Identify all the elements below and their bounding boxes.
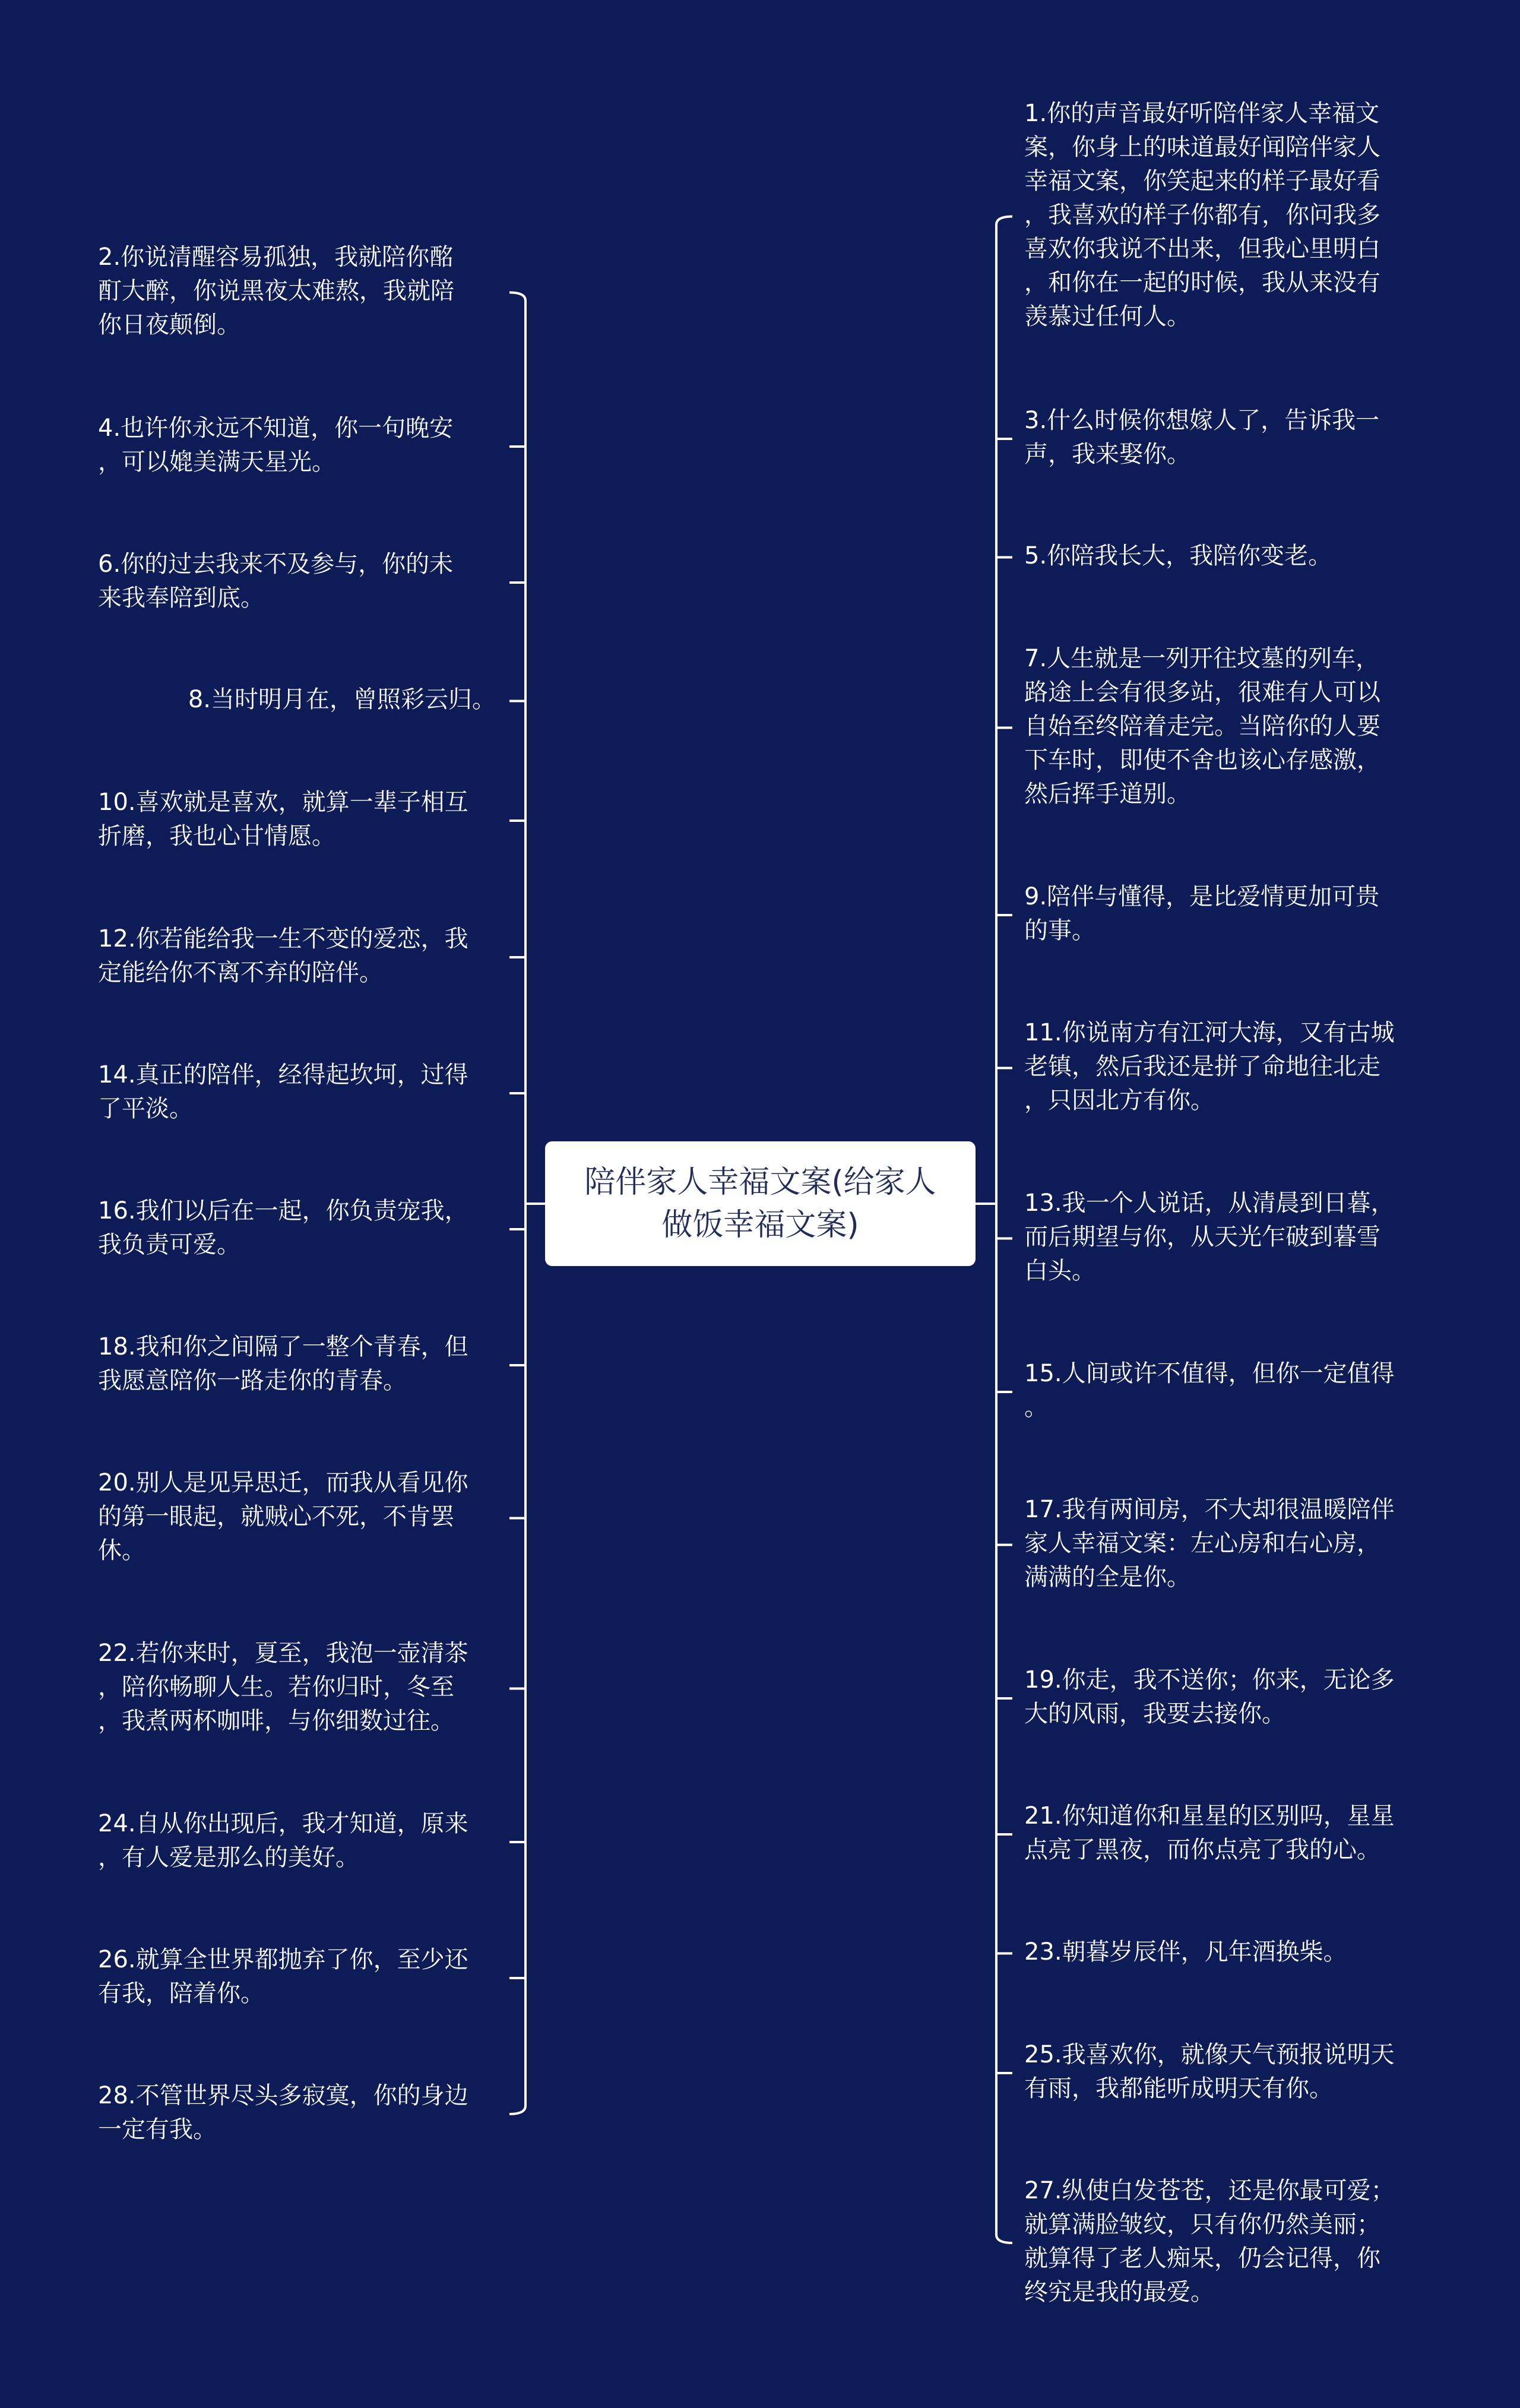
central-topic[interactable] (545, 1141, 976, 1266)
right-topic-10[interactable]: 21.你知道你和星星的区别吗，星星 点亮了黑夜，而你点亮了我的心。 (1024, 1802, 1395, 1863)
right-topic-13[interactable]: 27.纵使白发苍苍，还是你最可爱； 就算满脸皱纹，只有你仍然美丽； 就算得了老人痴呆，仍会记得，你 终究是我的最爱。 (1024, 2177, 1395, 2306)
left-topic-10[interactable]: 22.若你来时，夏至，我泡一壶清茶 ，陪你畅聊人生。若你归时，冬至 ，我煮两杯咖啡，与你细数过往。 (98, 1640, 468, 1735)
left-topic-11[interactable]: 24.自从你出现后，我才知道，原来 ，有人爱是那么的美好。 (98, 1810, 468, 1871)
left-topic-2[interactable]: 6.你的过去我来不及参与，你的未 来我奉陪到底。 (98, 550, 454, 612)
left-topic-7[interactable]: 16.我们以后在一起，你负责宠我， 我负责可爱。 (98, 1197, 468, 1258)
right-topic-5[interactable]: 11.你说南方有江河大海，又有古城 老镇，然后我还是拼了命地往北走 ，只因北方有你。 (1024, 1019, 1395, 1114)
left-topic-6[interactable]: 14.真正的陪伴，经得起坎坷，过得 了平淡。 (98, 1061, 468, 1122)
right-connector-13 (996, 2235, 1012, 2243)
left-topic-12[interactable]: 26.就算全世界都抛弃了你，至少还 有我，陪着你。 (98, 1946, 468, 2007)
right-topic-11[interactable]: 23.朝暮岁辰伴，凡年酒换柴。 (1024, 1938, 1347, 1966)
central-topic-label: 陪伴家人幸福文案(给家人 做饭幸福文案) (584, 1165, 936, 1243)
right-topic-2[interactable]: 5.你陪我长大，我陪你变老。 (1024, 542, 1332, 569)
left-topic-5[interactable]: 12.你若能给我一生不变的爱恋，我 定能给你不离不弃的陪伴。 (98, 925, 468, 986)
left-connector-13 (509, 2106, 525, 2114)
left-topic-9[interactable]: 20.别人是见异思迁，而我从看见你 的第一眼起，就贼心不死，不肯罢 休。 (98, 1469, 468, 1564)
right-topic-8[interactable]: 17.我有两间房，不大却很温暖陪伴 家人幸福文案：左心房和右心房， 满满的全是你。 (1024, 1496, 1395, 1591)
left-connector-0 (509, 293, 525, 301)
left-topic-1[interactable]: 4.也许你永远不知道，你一句晚安 ，可以媲美满天星光。 (98, 414, 454, 476)
right-topic-12[interactable]: 25.我喜欢你，就像天气预报说明天 有雨，我都能听成明天有你。 (1024, 2041, 1395, 2102)
left-topic-0[interactable]: 2.你说清醒容易孤独，我就陪你酩 酊大醉，你说黑夜太难熬，我就陪 你日夜颠倒。 (98, 243, 454, 338)
right-topic-6[interactable]: 13.我一个人说话，从清晨到日暮， 而后期望与你，从天光乍破到暮雪 白头。 (1024, 1189, 1395, 1284)
left-topic-8[interactable]: 18.我和你之间隔了一整个青春，但 我愿意陪你一路走你的青春。 (98, 1333, 468, 1394)
right-topic-3[interactable]: 7.人生就是一列开往坟墓的列车， 路途上会有很多站，很难有人可以 自始至终陪着走完。当陪你的人要 下车时，即使不舍也该心存感激， 然后挥手道别。 (1024, 645, 1380, 808)
right-topic-4[interactable]: 9.陪伴与懂得，是比爱情更加可贵 的事。 (1024, 883, 1380, 944)
right-topic-9[interactable]: 19.你走，我不送你；你来，无论多 大的风雨，我要去接你。 (1024, 1666, 1395, 1727)
right-topic-0[interactable]: 1.你的声音最好听陪伴家人幸福文 案，你身上的味道最好闻陪伴家人 幸福文案，你笑起来的样子最好看 ，我喜欢的样子你都有，你问我多 喜欢你我说不出来，但我心里明白 ，和你在一起的时候，我从来没有 羡慕过任何人。 (1024, 100, 1380, 330)
left-topic-4[interactable]: 10.喜欢就是喜欢，就算一辈子相互 折磨，我也心甘情愿。 (98, 789, 468, 850)
right-topic-1[interactable]: 3.什么时候你想嫁人了，告诉我一 声，我来娶你。 (1024, 407, 1380, 468)
right-topic-7[interactable]: 15.人间或许不值得，但你一定值得 。 (1024, 1360, 1395, 1421)
right-connector-0 (996, 217, 1012, 225)
left-topic-3[interactable]: 8.当时明月在，曾照彩云归。 (188, 686, 496, 713)
left-topic-13[interactable]: 28.不管世界尽头多寂寞，你的身边 一定有我。 (98, 2082, 468, 2143)
